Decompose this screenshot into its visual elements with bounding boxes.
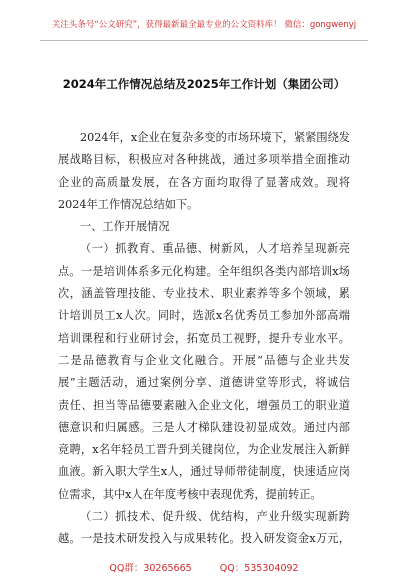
body-line: 竞聘，x名年轻员工晋升到关键岗位，为企业发展注入新鲜 [58, 443, 350, 457]
body-line: 次，涵盖管理技能、专业技术、职业素养等多个领域，累 [58, 287, 350, 301]
footer-contact [0, 560, 408, 574]
body-line: 血液。新入职大学生x人，通过导师带徒制度，快速适应岗 [58, 465, 350, 479]
header-divider [40, 40, 368, 41]
footer-qq-group: QQ群：30265665 [109, 563, 192, 574]
body-line: 培训课程和行业研讨会，拓宽员工视野，提升专业水平。 [58, 331, 350, 345]
body-line: 展战略目标，积极应对各种挑战，通过多项举措全面推动 [58, 153, 350, 167]
body-line: 一、工作开展情况 [80, 220, 170, 234]
body-line: 位需求，其中x人在年度考核中表现优秀，提前转正。 [58, 487, 322, 501]
body-line: 企业的高质量发展，在各方面均取得了显著成效。现将 [58, 175, 350, 189]
body-line: 2024年，x企业在复杂多变的市场环境下，紧紧围绕发 [80, 131, 350, 144]
body-line: 责任、担当等品德要素融入企业文化，增强员工的职业道 [58, 398, 350, 412]
footer-qq: QQ：535304092 [219, 563, 299, 574]
document-title: 2024年工作情况总结及2025年工作计划（集团公司） [62, 77, 346, 91]
body-line: （二）抓技术、促升级、优结构，产业升级实现新跨 [80, 510, 350, 524]
body-line: （一）抓教育、重品德、树新风，人才培养呈现新亮 [80, 242, 350, 256]
body-line: 展”主题活动，通过案例分享、道德讲堂等形式，将诚信 [58, 376, 350, 390]
body-line: 计培训员工x人次。同时，选派x名优秀员工参加外部高端 [58, 309, 350, 323]
body-line: 二是品德教育与企业文化融合。开展“品德与企业共发 [58, 353, 350, 367]
body-line: 点。一是培训体系多元化构建。全年组织各类内部培训x场 [58, 264, 350, 278]
body-line: 德意识和归属感。三是人才梯队建设初显成效。通过内部 [58, 420, 350, 434]
body-line: 越。一是技术研发投入与成果转化。投入研发资金x万元， [58, 532, 350, 546]
document-body [58, 127, 350, 551]
body-line: 2024年工作情况总结如下。 [58, 197, 199, 211]
header-promo-note: 关注头条号“公文研究”，获得最新最全最专业的公文资料库！ 微信：gongwenyj [51, 20, 357, 30]
